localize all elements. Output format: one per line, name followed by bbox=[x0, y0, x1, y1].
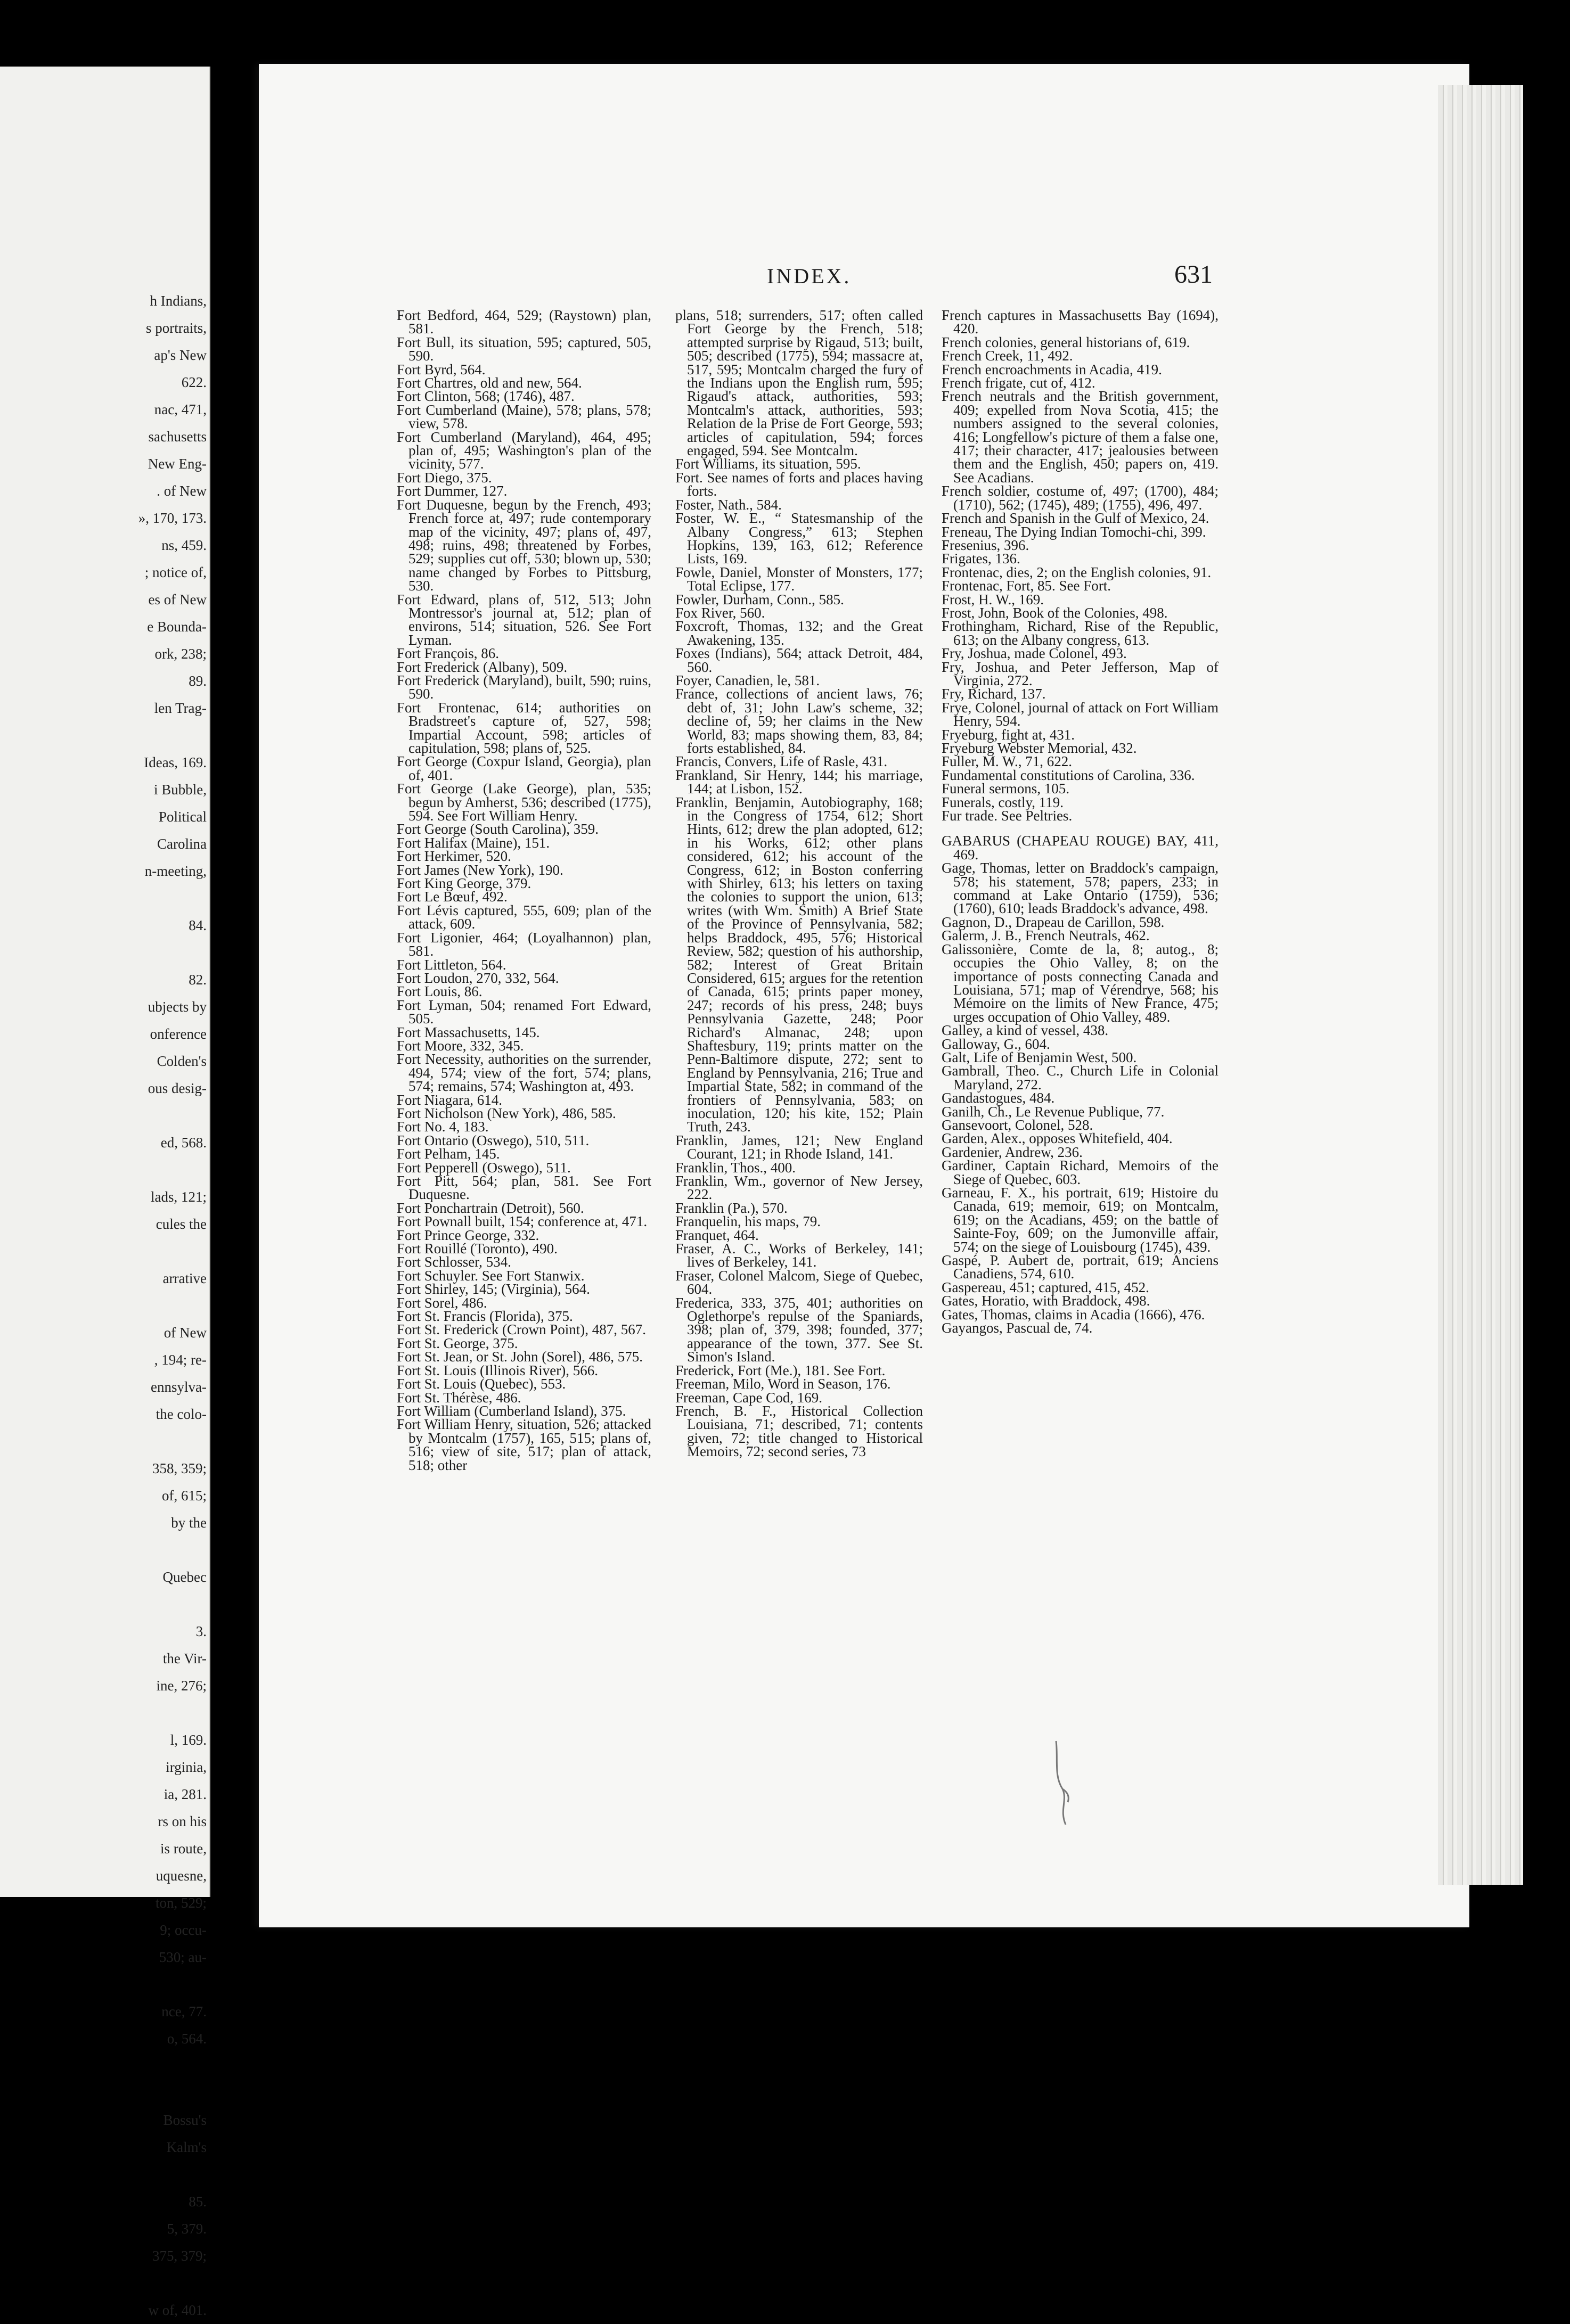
index-entry: Gansevoort, Colonel, 528. bbox=[942, 1116, 1093, 1133]
facing-page-line: 3. bbox=[195, 1623, 207, 1639]
index-entry: Fry, Richard, 137. bbox=[942, 686, 1046, 702]
index-entry: Fowler, Durham, Conn., 585. bbox=[675, 591, 844, 607]
facing-page-line: Political bbox=[159, 809, 207, 825]
index-entry: Fort Ligonier, 464; (Loyalhannon) plan, 581. bbox=[397, 929, 651, 959]
index-entry: Fraser, Colonel Malcom, Siege of Quebec, 604. bbox=[675, 1267, 923, 1298]
index-entry: Gates, Thomas, claims in Acadia (1666), 476. bbox=[942, 1306, 1205, 1323]
index-entry: Fort Pitt, 564; plan, 581. See Fort Duquesne. bbox=[397, 1173, 651, 1203]
index-entry: Fort William Henry, situation, 526; attacked by Montcalm (1757), 165, 515; plans of, 516; view of site, 517; plan of attack, 518; other bbox=[397, 1416, 651, 1473]
index-entry: Franklin, Wm., governor of New Jersey, 222. bbox=[675, 1173, 923, 1203]
facing-page-line: 375, 379; bbox=[152, 2248, 207, 2264]
index-entry: Fort Shirley, 145; (Virginia), 564. bbox=[397, 1281, 590, 1298]
facing-page-line bbox=[0, 1238, 207, 1265]
index-entry: Fundamental constitutions of Carolina, 336. bbox=[942, 767, 1195, 783]
facing-page-line bbox=[0, 939, 207, 966]
index-entry: Franklin, Thos., 400. bbox=[675, 1159, 796, 1176]
facing-page-line: is route, bbox=[160, 1841, 207, 1857]
index-entry: Gardiner, Captain Richard, Memoirs of the Siege of Quebec, 603. bbox=[942, 1157, 1219, 1187]
index-entry: Fort St. Thérèse, 486. bbox=[397, 1389, 521, 1406]
index-entry: Francis, Convers, Life of Rasle, 431. bbox=[675, 753, 888, 770]
index-entry: Gaspereau, 451; captured, 415, 452. bbox=[942, 1279, 1149, 1295]
facing-page-line: nac, 471, bbox=[154, 401, 207, 417]
index-entry: Fort Frederick (Albany), 509. bbox=[397, 659, 568, 675]
facing-page-line: arrative bbox=[162, 1270, 207, 1286]
index-entry: Fort St. Jean, or St. John (Sorel), 486, 575. bbox=[397, 1349, 643, 1365]
index-entry: Fort Cumberland (Maryland), 464, 495; plan of, 495; Washington's plan of the vicinity, 577. bbox=[397, 429, 651, 472]
index-entry: Foster, W. E., “ Statesmanship of the Albany Congress,” 613; Stephen Hopkins, 139, 163, 612; Reference Lists, 169. bbox=[675, 510, 923, 567]
index-entry: Franklin (Pa.), 570. bbox=[675, 1200, 788, 1216]
index-entry: Fowle, Daniel, Monster of Monsters, 177; Total Eclipse, 177. bbox=[675, 564, 923, 594]
index-entry: France, collections of ancient laws, 76; debt of, 31; John Law's scheme, 32; decline of, 59; her claims in the New World, 83; maps showing them, 83, 84; forts established, 84. bbox=[675, 686, 923, 756]
index-entry: Fort No. 4, 183. bbox=[397, 1119, 489, 1135]
index-entry: Fort Ontario (Oswego), 510, 511. bbox=[397, 1132, 590, 1148]
index-entry: Fort George (South Carolina), 359. bbox=[397, 821, 599, 837]
facing-page-line: cules the bbox=[156, 1216, 207, 1232]
facing-page-line: onference bbox=[150, 1026, 207, 1042]
facing-page-line: ton, 529; bbox=[155, 1895, 207, 1911]
facing-page-line bbox=[0, 2080, 207, 2107]
facing-page-line: len Trag- bbox=[154, 700, 207, 716]
facing-page-line: ; notice of, bbox=[144, 564, 207, 580]
index-entry: Fort Williams, its situation, 595. bbox=[675, 456, 861, 472]
facing-page-text-fragments bbox=[0, 288, 207, 2324]
facing-page-line: the Vir- bbox=[162, 1650, 207, 1666]
facing-page-line: 358, 359; bbox=[152, 1460, 207, 1476]
index-entry: French neutrals and the British government, 409; expelled from Nova Scotia, 415; the numbers assigned to the several colonies, 416; Longfellow's picture of them a false one, 417; their character, 417; jealousies between them and the English, 450; papers on, 419. See Acadians. bbox=[942, 388, 1219, 486]
facing-page-line: rs on his bbox=[158, 1813, 207, 1829]
facing-page-line bbox=[0, 1591, 207, 1618]
index-entry: Fort Niagara, 614. bbox=[397, 1091, 502, 1108]
index-entry: Galloway, G., 604. bbox=[942, 1036, 1050, 1052]
index-entry: Fort St. George, 375. bbox=[397, 1335, 518, 1351]
index-entry: Frontenac, dies, 2; on the English colonies, 91. bbox=[942, 564, 1212, 580]
facing-page-line: », 170, 173. bbox=[138, 510, 207, 526]
index-entry: Fort St. Louis (Quebec), 553. bbox=[397, 1376, 566, 1392]
index-entry: Fort Frontenac, 614; authorities on Bradstreet's capture of, 527, 598; Impartial Account, 598; articles of capitulation, 598; plans of, 525. bbox=[397, 699, 651, 756]
index-entry: Fort Chartres, old and new, 564. bbox=[397, 375, 582, 391]
index-entry: Fort Le Bœuf, 492. bbox=[397, 889, 508, 905]
index-entry: Fort Schuyler. See Fort Stanwix. bbox=[397, 1267, 585, 1284]
index-entry: Galley, a kind of vessel, 438. bbox=[942, 1022, 1109, 1039]
facing-page-line: ia, 281. bbox=[163, 1786, 207, 1802]
facing-page-line: Colden's bbox=[157, 1053, 207, 1069]
facing-page-line: uquesne, bbox=[156, 1868, 207, 1884]
facing-page-line: 85. bbox=[189, 2194, 207, 2210]
index-entry: Fox River, 560. bbox=[675, 604, 765, 621]
index-entry: Foyer, Canadien, le, 581. bbox=[675, 672, 820, 688]
index-entry: Gandastogues, 484. bbox=[942, 1090, 1055, 1106]
index-entry: Frederica, 333, 375, 401; authorities on Oglethorpe's repulse of the Spaniards, 398; plan of, 379, 398; founded, 377; appearance of the town, 377. See St. Simon's Island. bbox=[675, 1294, 923, 1365]
index-entry: Gagnon, D., Drapeau de Carillon, 598. bbox=[942, 914, 1165, 930]
index-entry: French Creek, 11, 492. bbox=[942, 348, 1073, 364]
index-entry: Fort. See names of forts and places having forts. bbox=[675, 469, 923, 499]
index-entry: Fuller, M. W., 71, 622. bbox=[942, 753, 1072, 770]
facing-page-line: i Bubble, bbox=[154, 782, 207, 798]
facing-page-line bbox=[0, 1537, 207, 1564]
index-entry: Galt, Life of Benjamin West, 500. bbox=[942, 1049, 1137, 1065]
index-entry: Garden, Alex., opposes Whitefield, 404. bbox=[942, 1130, 1173, 1147]
index-entry: Gaspé, P. Aubert de, portrait, 619; Anciens Canadiens, 574, 610. bbox=[942, 1252, 1219, 1282]
facing-page-line bbox=[0, 1428, 207, 1455]
index-entry: Foxcroft, Thomas, 132; and the Great Awakening, 135. bbox=[675, 618, 923, 648]
facing-page-left bbox=[0, 67, 210, 2318]
facing-page-line bbox=[0, 1102, 207, 1129]
index-entry: Frankland, Sir Henry, 144; his marriage, 144; at Lisbon, 152. bbox=[675, 767, 923, 797]
index-entry: Gayangos, Pascual de, 74. bbox=[942, 1320, 1093, 1336]
facing-page-line bbox=[0, 885, 207, 912]
index-entry: Fryeburg, fight at, 431. bbox=[942, 726, 1075, 743]
index-entry: Fort Lyman, 504; renamed Fort Edward, 505. bbox=[397, 997, 651, 1027]
index-entry: French and Spanish in the Gulf of Mexico, 24. bbox=[942, 510, 1209, 527]
index-entry: Fort King George, 379. bbox=[397, 875, 531, 892]
facing-page-line: ork, 238; bbox=[154, 646, 207, 662]
index-entry: Fort Clinton, 568; (1746), 487. bbox=[397, 388, 575, 405]
facing-page-line: of New bbox=[163, 1325, 207, 1341]
facing-page-line: . of New bbox=[157, 483, 207, 499]
index-entry: Fort Lévis captured, 555, 609; plan of the attack, 609. bbox=[397, 902, 651, 932]
facing-page-line: s portraits, bbox=[146, 320, 207, 336]
index-entry: Fort Cumberland (Maine), 578; plans, 578; view, 578. bbox=[397, 401, 651, 432]
index-entry: Franquelin, his maps, 79. bbox=[675, 1213, 821, 1230]
facing-page-line: lads, 121; bbox=[151, 1189, 207, 1205]
index-entry: Fort Prince George, 332. bbox=[397, 1227, 539, 1243]
facing-page-line: 89. bbox=[189, 673, 207, 689]
facing-page-line: 5, 379. bbox=[167, 2221, 207, 2237]
index-entry: Fort François, 86. bbox=[397, 645, 499, 662]
index-entry: Fryeburg Webster Memorial, 432. bbox=[942, 740, 1137, 756]
facing-page-line: ns, 459. bbox=[161, 537, 207, 553]
index-entry: Fort Pepperell (Oswego), 511. bbox=[397, 1159, 571, 1176]
index-entry: Fort Edward, plans of, 512, 513; John Montressor's journal at, 512; plan of environs, 514; situation, 526. See Fort Lyman. bbox=[397, 591, 651, 648]
index-entry: Fraser, A. C., Works of Berkeley, 141; lives of Berkeley, 141. bbox=[675, 1241, 923, 1270]
facing-page-line: ed, 568. bbox=[160, 1135, 207, 1151]
facing-page-line bbox=[0, 2161, 207, 2188]
facing-page-line bbox=[0, 1156, 207, 1184]
index-entry: Fort William (Cumberland Island), 375. bbox=[397, 1402, 626, 1419]
facing-page-line bbox=[0, 2052, 207, 2080]
index-entry: Fort James (New York), 190. bbox=[397, 861, 563, 878]
index-entry: Fry, Joshua, and Peter Jefferson, Map of Virginia, 272. bbox=[942, 659, 1219, 688]
facing-page-line: es of New bbox=[148, 592, 207, 607]
facing-page-line: Kalm's bbox=[166, 2139, 207, 2155]
index-entry: French encroachments in Acadia, 419. bbox=[942, 361, 1162, 377]
index-entry: Gardenier, Andrew, 236. bbox=[942, 1144, 1083, 1160]
index-entry: Franquet, 464. bbox=[675, 1227, 759, 1243]
index-entry: French colonies, general historians of, 619. bbox=[942, 334, 1190, 350]
index-entry: Fort St. Frederick (Crown Point), 487, 567. bbox=[397, 1321, 646, 1338]
index-entry: Frost, H. W., 169. bbox=[942, 591, 1044, 607]
index-entry: Fort St. Francis (Florida), 375. bbox=[397, 1308, 573, 1325]
index-entry: GABARUS (CHAPEAU ROUGE) BAY, 411, 469. bbox=[942, 833, 1219, 863]
facing-page-line: 622. bbox=[181, 374, 207, 390]
facing-page-line: sachusetts bbox=[148, 429, 207, 445]
facing-page-line: Ideas, 169. bbox=[144, 754, 207, 770]
index-entry: Fort Moore, 332, 345. bbox=[397, 1037, 524, 1054]
index-entry: Frontenac, Fort, 85. See Fort. bbox=[942, 578, 1111, 594]
facing-page-line: 82. bbox=[189, 972, 207, 988]
facing-page-line bbox=[0, 1292, 207, 1319]
index-entry: Frothingham, Richard, Rise of the Republic, 613; on the Albany congress, 613. bbox=[942, 618, 1219, 648]
index-entry: Fur trade. See Peltries. bbox=[942, 808, 1073, 824]
index-entry: Frost, John, Book of the Colonies, 498. bbox=[942, 604, 1168, 621]
index-entry: Frederick, Fort (Me.), 181. See Fort. bbox=[675, 1362, 886, 1378]
index-entry: Franklin, James, 121; New England Courant, 121; in Rhode Island, 141. bbox=[675, 1132, 923, 1162]
facing-page-line: 84. bbox=[189, 917, 207, 933]
facing-page-line: ubjects by bbox=[148, 999, 207, 1015]
index-entry: Fort Louis, 86. bbox=[397, 983, 483, 1000]
facing-page-line: Bossu's bbox=[163, 2112, 207, 2128]
facing-page-line: ap's New bbox=[154, 347, 207, 363]
facing-page-line bbox=[0, 1699, 207, 1727]
index-entry: Funerals, costly, 119. bbox=[942, 794, 1064, 810]
index-column-3 bbox=[942, 309, 1219, 1335]
pencil-mark bbox=[1052, 1738, 1076, 1829]
index-entry: Fort Ponchartrain (Detroit), 560. bbox=[397, 1200, 584, 1216]
index-entry: Fort Massachusetts, 145. bbox=[397, 1024, 540, 1040]
facing-page-line: ennsylva- bbox=[151, 1379, 207, 1395]
facing-page-line: h Indians, bbox=[150, 293, 207, 309]
index-entry: Fort Pownall built, 154; conference at, 471. bbox=[397, 1213, 648, 1230]
index-entry: Fort Rouillé (Toronto), 490. bbox=[397, 1241, 558, 1257]
index-entry: Fort Dummer, 127. bbox=[397, 483, 508, 499]
index-entry: Foster, Nath., 584. bbox=[675, 496, 782, 513]
index-entry: Fry, Joshua, made Colonel, 493. bbox=[942, 645, 1127, 662]
facing-page-line: e Bounda- bbox=[147, 619, 207, 635]
facing-page-line: w of, 401. bbox=[148, 2302, 207, 2318]
index-entry: Fort George (Coxpur Island, Georgia), plan of, 401. bbox=[397, 753, 651, 783]
index-entry: plans, 518; surrenders, 517; often called Fort George by the French, 518; attempted surprise by Rigaud, 513; built, 505; described (1775), 594; massacre at, 517, 595; Montcalm charged the fury of the Indians upon the English rum, 595; Rigaud's attack, authorities, 593; Montcalm's attack, authorities, 593; Relation de la Prise de Fort George, 593; articles of capitulation, 594; forces engaged, 594. See Montcalm. bbox=[675, 307, 923, 459]
index-entry: Fort Halifax (Maine), 151. bbox=[397, 834, 550, 851]
index-entry: Fort Nicholson (New York), 486, 585. bbox=[397, 1105, 616, 1121]
index-entry: Galerm, J. B., French Neutrals, 462. bbox=[942, 927, 1150, 944]
index-entry: Fort Loudon, 270, 332, 564. bbox=[397, 970, 559, 986]
index-entry: Fort Bedford, 464, 529; (Raystown) plan, 581. bbox=[397, 307, 651, 337]
facing-page-line: Quebec bbox=[162, 1569, 207, 1585]
index-entry: Gage, Thomas, letter on Braddock's campaign, 578; his statement, 578; papers, 233; in command at Lake Ontario (1759), 536; (1760), 610; leads Braddock's advance, 498. bbox=[942, 860, 1219, 917]
index-entry: Fort Duquesne, begun by the French, 493; French force at, 497; rude contemporary map of the vicinity, 497; plans of, 497, 498; ruins, 498; threatened by Forbes, 529; supplies cut off, 530; blown up, 530; name changed by Forbes to Pittsburg, 530. bbox=[397, 496, 651, 594]
index-entry: Fort Bull, its situation, 595; captured, 505, 590. bbox=[397, 334, 651, 364]
facing-page-line: Carolina bbox=[157, 836, 207, 852]
facing-page-line: ine, 276; bbox=[156, 1678, 207, 1694]
index-entry: Fort Necessity, authorities on the surrender, 494, 574; view of the fort, 574; plans, 574; remains, 574; Washington at, 493. bbox=[397, 1051, 651, 1095]
index-entry: Fort St. Louis (Illinois River), 566. bbox=[397, 1362, 598, 1378]
index-entry: Gates, Horatio, with Braddock, 498. bbox=[942, 1293, 1150, 1309]
index-entry: Fresenius, 396. bbox=[942, 537, 1029, 553]
index-entry: Funeral sermons, 105. bbox=[942, 781, 1069, 797]
facing-page-line: the colo- bbox=[156, 1406, 207, 1422]
index-entry: Freneau, The Dying Indian Tomochi-chi, 399. bbox=[942, 523, 1206, 540]
index-entry: Fort George (Lake George), plan, 535; begun by Amherst, 536; described (1775), 594. See Fort William Henry. bbox=[397, 781, 651, 824]
facing-page-line: 530; au- bbox=[159, 1949, 207, 1965]
facing-page-line: of, 615; bbox=[162, 1488, 207, 1504]
index-entry: Fort Byrd, 564. bbox=[397, 361, 486, 377]
running-head: INDEX. bbox=[767, 264, 852, 288]
facing-page-line: n-meeting, bbox=[144, 863, 207, 879]
index-entry: Freeman, Milo, Word in Season, 176. bbox=[675, 1376, 891, 1392]
index-entry: Fort Pelham, 145. bbox=[397, 1146, 500, 1162]
facing-page-line bbox=[0, 1971, 207, 1998]
facing-page-line bbox=[0, 2270, 207, 2297]
index-entry: Fort Littleton, 564. bbox=[397, 956, 506, 973]
index-entry: Fort Sorel, 486. bbox=[397, 1294, 487, 1311]
index-entry: Frye, Colonel, journal of attack on Fort William Henry, 594. bbox=[942, 699, 1219, 729]
index-entry: Franklin, Benjamin, Autobiography, 168; in the Congress of 1754, 612; Short Hints, 612; drew the plan adopted, 612; in his Works, 612; other plans considered, 612; his account of the Congress, 612; in Boston conferring with Shirley, 613; his letters on taxing the colonies to support the union, 613; writes (with Wm. Smith) A Brief State of the Province of Pennsylvania, 582; helps Braddock, 495, 576; Historical Review, 582; question of his authorship, 582; Interest of Great Britain Considered, 615; argues for the retention of Canada, 615; prints paper money, 247; records of his press, 248; buys Pennsylvania Gazette, 248; Poor Richard's Almanac, 248; upon Shaftesbury, 119; prints matter on the Penn-Baltimore dispute, 272; sent to England by Pennsylvania, 216; True and Impartial State, 582; in command of the frontiers of Pennsylvania, 583; on inoculation, 120; his kite, 152; Plain Truth, 243. bbox=[675, 794, 923, 1135]
index-entry: Fort Herkimer, 520. bbox=[397, 848, 511, 865]
index-entry: Foxes (Indians), 564; attack Detroit, 484, 560. bbox=[675, 645, 923, 675]
index-column-2 bbox=[675, 309, 923, 1459]
facing-page-line: , 194; re- bbox=[154, 1352, 207, 1368]
index-entry: Garneau, F. X., his portrait, 619; Histoire du Canada, 619; memoir, 619; on Montcalm, 619; on the Acadians, 459; on the battle of Sainte-Foy, 609; on the Jumonville affair, 574; on the siege of Louisbourg (1745), 439. bbox=[942, 1185, 1219, 1255]
index-entry: French soldier, costume of, 497; (1700), 484; (1710), 562; (1745), 489; (1755), 496, 497. bbox=[942, 483, 1219, 513]
index-entry: Gambrall, Theo. C., Church Life in Colonial Maryland, 272. bbox=[942, 1063, 1219, 1093]
facing-page-line: 9; occu- bbox=[160, 1922, 207, 1938]
facing-page-line: irginia, bbox=[166, 1759, 207, 1775]
index-entry: Freeman, Cape Cod, 169. bbox=[675, 1389, 822, 1406]
index-entry: Fort Schlosser, 534. bbox=[397, 1254, 511, 1270]
page-number: 631 bbox=[1174, 260, 1213, 289]
index-entry: Galissonière, Comte de la, 8; autog., 8; occupies the Ohio Valley, 8; on the importance of posts connecting Canada and Louisiana, 571; map of Vérendrye, 568; his Mémoire on the limits of New France, 475; urges occupation of Ohio Valley, 489. bbox=[942, 941, 1219, 1025]
index-entry: Ganilh, Ch., Le Revenue Publique, 77. bbox=[942, 1103, 1165, 1120]
facing-page-line: New Eng- bbox=[148, 456, 207, 472]
index-entry: Frigates, 136. bbox=[942, 551, 1020, 567]
facing-page-line: nce, 77. bbox=[161, 2003, 207, 2019]
facing-page-line: by the bbox=[171, 1515, 207, 1531]
index-entry: Fort Diego, 375. bbox=[397, 469, 492, 486]
index-entry: French captures in Massachusetts Bay (1694), 420. bbox=[942, 307, 1219, 337]
facing-page-line bbox=[0, 722, 207, 749]
index-entry: French frigate, cut of, 412. bbox=[942, 375, 1095, 391]
page-stack-edge bbox=[1438, 85, 1523, 1885]
index-entry: French, B. F., Historical Collection Louisiana, 71; described, 71; contents given, 72; title changed to Historical Memoirs, 72; second series, 73 bbox=[675, 1402, 923, 1460]
index-entry: Fort Frederick (Maryland), built, 590; ruins, 590. bbox=[397, 672, 651, 702]
facing-page-line: l, 169. bbox=[170, 1732, 207, 1748]
facing-page-line: o, 564. bbox=[167, 2031, 207, 2047]
index-column-1 bbox=[397, 309, 651, 1472]
facing-page-line: ous desig- bbox=[148, 1080, 207, 1096]
